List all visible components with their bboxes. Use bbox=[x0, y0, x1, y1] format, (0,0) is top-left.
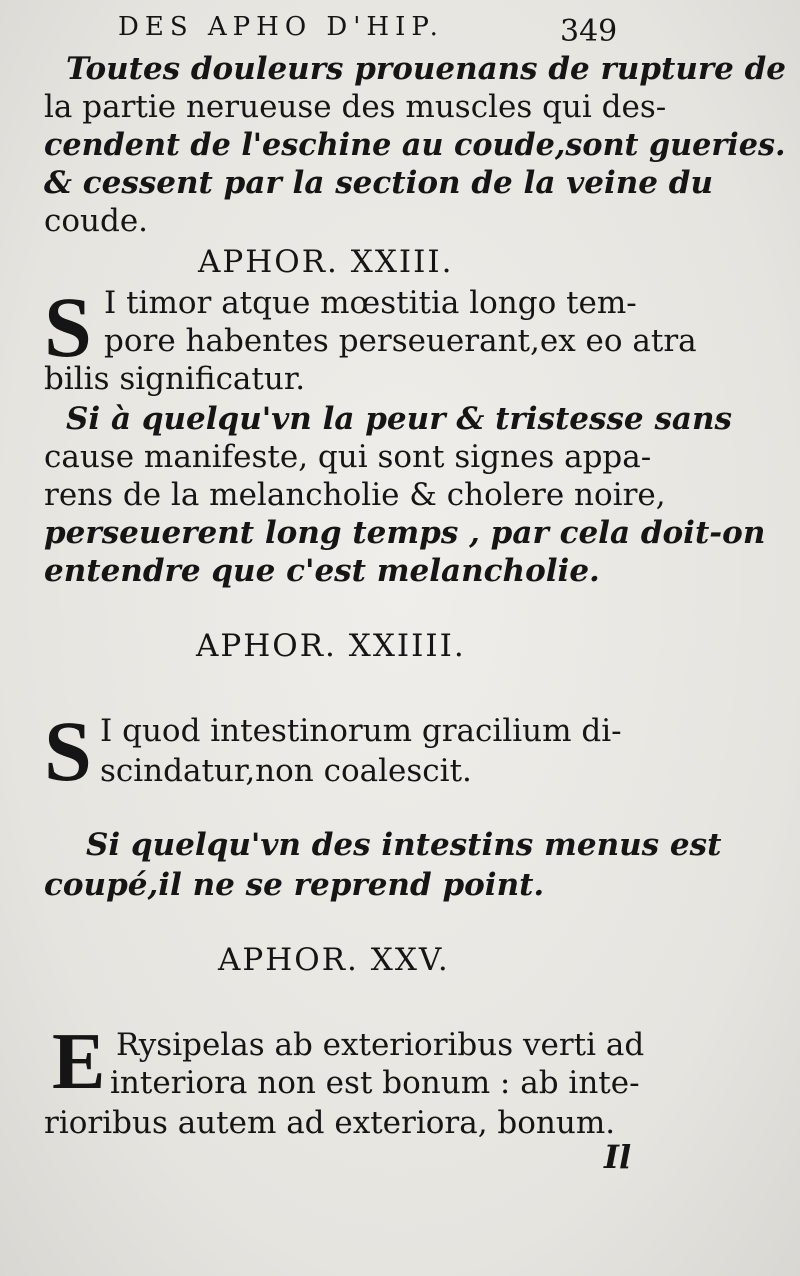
french-line: Si à quelqu'vn la peur & tristesse sans bbox=[66, 401, 732, 437]
latin-line: interiora non est bonum : ab inte- bbox=[110, 1065, 640, 1101]
catchword: Il bbox=[604, 1138, 632, 1176]
text-line: & cessent par la section de la veine du bbox=[44, 165, 713, 201]
text-line: la partie nerueuse des muscles qui des- bbox=[44, 89, 667, 125]
latin-line: I timor atque mœstitia longo tem- bbox=[104, 285, 637, 321]
drop-cap-s: S bbox=[44, 703, 92, 799]
running-header: DES APHO D'HIP. bbox=[118, 12, 444, 42]
page-number: 349 bbox=[560, 14, 618, 49]
french-line: coupé,il ne se reprend point. bbox=[44, 867, 545, 903]
aphorism-heading-xxiiii: APHOR. XXIIII. bbox=[196, 628, 466, 664]
drop-cap-s: S bbox=[44, 279, 92, 375]
text-line: coude. bbox=[44, 203, 149, 239]
french-line: Si quelqu'vn des intestins menus est bbox=[86, 827, 722, 863]
drop-cap-e: E bbox=[52, 1018, 106, 1106]
latin-line: pore habentes perseuerant,ex eo atra bbox=[104, 323, 697, 359]
latin-line: rioribus autem ad exteriora, bonum. bbox=[44, 1105, 616, 1141]
french-line: cause manifeste, qui sont signes appa- bbox=[44, 439, 652, 475]
latin-line: scindatur,non coalescit. bbox=[100, 753, 472, 789]
text-line: cendent de l'eschine au coude,sont gueries. bbox=[44, 127, 786, 163]
latin-line: bilis significatur. bbox=[44, 361, 306, 397]
aphorism-heading-xxv: APHOR. XXV. bbox=[218, 942, 450, 978]
french-line: perseuerent long temps , par cela doit-on bbox=[44, 515, 766, 551]
french-line: rens de la melancholie & cholere noire, bbox=[44, 477, 666, 513]
latin-line: Rysipelas ab exterioribus verti ad bbox=[116, 1027, 645, 1063]
french-line: entendre que c'est melancholie. bbox=[44, 553, 600, 589]
aphorism-heading-xxiii: APHOR. XXIII. bbox=[198, 244, 454, 280]
latin-line: I quod intestinorum gracilium di- bbox=[100, 713, 622, 749]
text-line: Toutes douleurs prouenans de rupture de bbox=[66, 51, 787, 87]
